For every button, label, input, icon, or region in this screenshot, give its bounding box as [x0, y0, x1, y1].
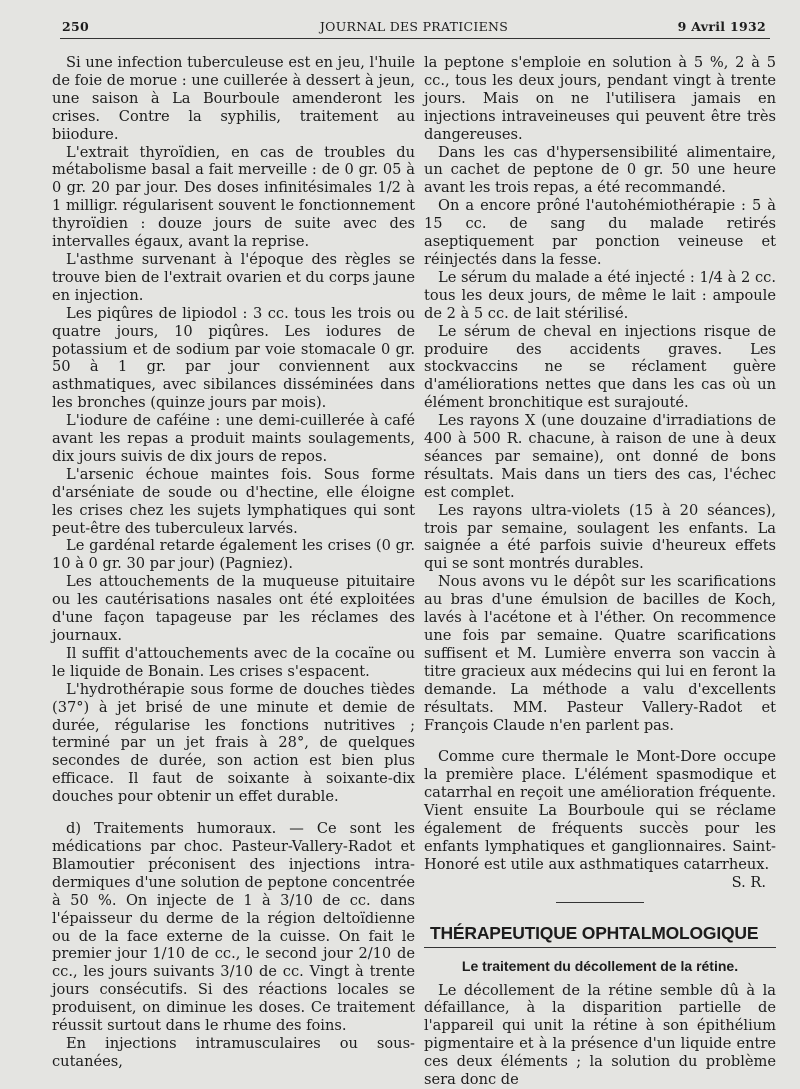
- paragraph: Dans les cas d'hypersensibilité alimentaire, un cachet de peptone de 0 gr. 50 une heure avant les trois repas, a été recommandé.: [424, 143, 776, 197]
- issue-date: 9 Avril 1932: [677, 19, 766, 34]
- paragraph: L'hydrothérapie sous forme de douches tièdes (37°) à jet brisé de une minute et demie de durée, régularise les fonctions nutritives ; terminé par un jet frais à 28°, de quelques secondes de durée, son action est bien plus efficace. Il faut de soixante à soixante-dix douches pour obtenir un effet durable.: [52, 680, 415, 806]
- paragraph: En injections intramusculaires ou sous-cutanées,: [52, 1034, 415, 1070]
- section-title-rule: [424, 947, 776, 948]
- page-number: 250: [62, 19, 89, 34]
- journal-title: JOURNAL DES PRATICIENS: [319, 19, 509, 34]
- section-title: THÉRAPEUTIQUE OPHTALMOLOGIQUE: [430, 922, 759, 943]
- paragraph: Les rayons X (une douzaine d'irradiations de 400 à 500 R. chacune, à raison de une à deux séances par semaine), ont donné de bons résultats. Mais dans un tiers des cas, l'échec est complet.: [424, 412, 776, 501]
- paragraph: Les attouchements de la muqueuse pituitaire ou les cautérisations nasales ont été exploitées d'une façon tapageuse par les réclames des journaux.: [52, 573, 415, 644]
- paragraph: L'asthme survenant à l'époque des règles se trouve bien de l'extrait ovarien et du corps jaune en injection.: [52, 250, 415, 304]
- paragraph-gap: [424, 734, 776, 748]
- paragraph: Si une infection tuberculeuse est en jeu, l'huile de foie de morue : une cuillerée à dessert à jeun, une saison à La Bourboule amenderont les crises. Contre la syphilis, traitement au biiodure.: [52, 54, 415, 143]
- paragraph: la peptone s'emploie en solution à 5 %, 2 à 5 cc., tous les deux jours, pendant vingt à trente jours. Mais on ne l'utilisera jamais en injections intraveineuses qui peuvent être très dangereuses.: [424, 54, 776, 143]
- paragraph: Il suffit d'attouchements avec de la cocaïne ou le liquide de Bonain. Les crises s'espacent.: [52, 644, 415, 680]
- paragraph: L'iodure de caféine : une demi-cuillerée à café avant les repas a produit maints soulagements, dix jours suivis de dix jours de repos.: [52, 412, 415, 465]
- paragraph: Comme cure thermale le Mont-Dore occupe la première place. L'élément spasmodique et catarrhal en reçoit une amélioration fréquente. Vient ensuite La Bourboule qui se réclame également de fréquents succès pour les enfants lymphatiques et ganglionnaires. Saint-Honoré est utile aux asthmatiques catarrheux.: [424, 748, 776, 873]
- section-divider: [556, 902, 644, 903]
- page-header: [62, 19, 766, 39]
- paragraph: Le décollement de la rétine semble dû à la défaillance, à la disparition partielle de l'appareil qui unit la rétine à son épithélium pigmentaire et à la présence d'un liquide entre ces deux éléments ; la solution du problème sera donc de: [424, 981, 776, 1089]
- paragraph: Nous avons vu le dépôt sur les scarifications au bras d'une émulsion de bacilles de Koch, lavés à l'acétone et à l'éther. On recommence une fois par semaine. Quatre scarifications suffisent et M. Lumière enverra son vaccin à titre gracieux aux médecins qui lui en feront la demande. La méthode a valu d'excellents résultats. MM. Pasteur Vallery-Radot et François Claude n'en parlent pas.: [424, 573, 776, 734]
- paragraph: Les rayons ultra-violets (15 à 20 séances), trois par semaine, soulagent les enfants. La saignée a été parfois suivie d'heureux effets qui se sont montrés durables.: [424, 501, 776, 573]
- paragraph: Le sérum du malade a été injecté : 1/4 à 2 cc. tous les deux jours, de même le lait : ampoule de 2 à 5 cc. de lait stérilisé.: [424, 268, 776, 322]
- paragraph: d) Traitements humoraux. — Ce sont les médications par choc. Pasteur-Vallery-Radot et Blamoutier préconisent des injections intra-dermiques d'une solution de peptone concentrée à 50 %. On injecte de 1 à 3/10 de cc. dans l'épaisseur du derme de la région deltoïdienne ou de la face externe de la cuisse. On fait le premier jour 1/10 de cc., le second jour 2/10 de cc., les jours suivants 3/10 de cc. Vingt à trente jours consécutifs. Si des réactions locales se produisent, on diminue les doses. Ce traitement réussit surtout dans le rhume des foins.: [52, 820, 415, 1035]
- subsection-title: Le traitement du décollement de la rétine.: [461, 957, 739, 974]
- paragraph: Le sérum de cheval en injections risque de produire des accidents graves. Les stockvaccins ne se réclament guère d'améliorations nettes que dans les cas où un élément bronchitique est surajouté.: [424, 322, 776, 412]
- paragraph: Le gardénal retarde également les crises (0 gr. 10 à 0 gr. 30 par jour) (Pagniez).: [52, 537, 415, 573]
- paragraph-gap: [52, 806, 415, 820]
- paragraph: Les piqûres de lipiodol : 3 cc. tous les trois ou quatre jours, 10 piqûres. Les iodures de potassium et de sodium par voie stomacale 0 gr. 50 à 1 gr. par jour conviennent aux asthmatiques, avec sibilances disséminées dans les bronches (quinze jours par mois).: [52, 304, 415, 412]
- right-column: [424, 54, 776, 1089]
- paragraph: L'arsenic échoue maintes fois. Sous forme d'arséniate de soude ou d'hectine, elle éloigne les crises chez les sujets lymphatiques qui sont peut-être des tuberculeux larvés.: [52, 465, 415, 537]
- author-signature: S. R.: [731, 873, 766, 891]
- left-column: [52, 54, 415, 1071]
- paragraph: On a encore prôné l'autohémiothérapie : 5 à 15 cc. de sang du malade retirés aseptiquement par ponction veineuse et réinjectés dans la fesse.: [424, 197, 776, 268]
- header-divider: [60, 38, 770, 39]
- paragraph: L'extrait thyroïdien, en cas de troubles du métabolisme basal a fait merveille : de 0 gr. 05 à 0 gr. 20 par jour. Des doses infinitésimales 1/2 à 1 milligr. régularisent souvent le fonctionnement thyroïdien : douze jours de suite avec des intervalles égaux, avant la reprise.: [52, 143, 415, 251]
